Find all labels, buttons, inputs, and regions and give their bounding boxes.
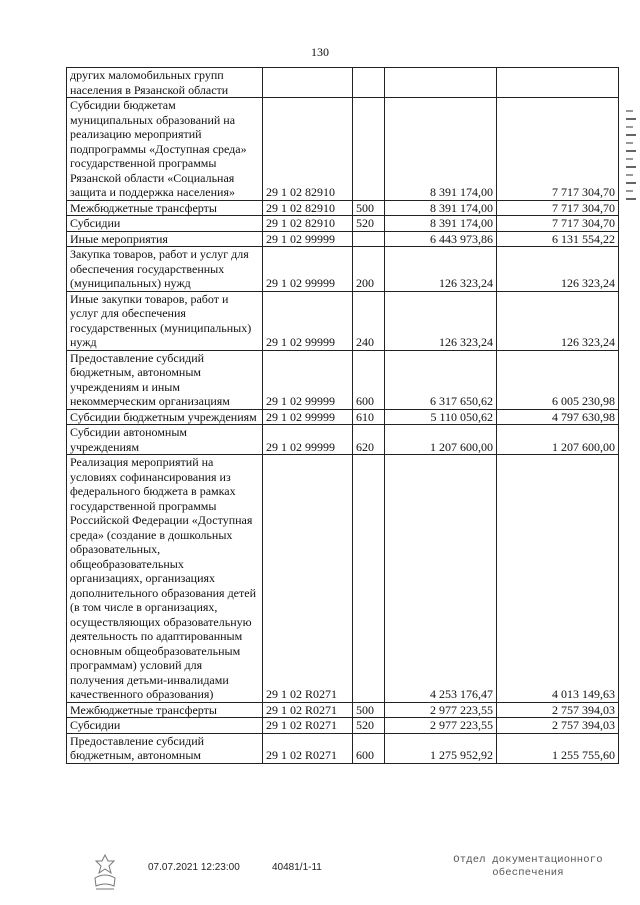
row-amount-2: 2 757 394,03 [497, 702, 619, 718]
table-row [67, 702, 619, 718]
row-target-code: 29 1 02 99999 [263, 291, 353, 350]
table-row [67, 350, 619, 409]
table-row [67, 216, 619, 232]
row-target-code: 29 1 02 99999 [263, 409, 353, 425]
row-amount-1: 6 317 650,62 [385, 350, 497, 409]
row-description: Субсидии [67, 718, 263, 734]
row-expense-type: 610 [353, 409, 385, 425]
row-description: Межбюджетные трансферты [67, 702, 263, 718]
row-expense-type [353, 68, 385, 98]
row-expense-type: 520 [353, 216, 385, 232]
row-amount-1: 126 323,24 [385, 247, 497, 292]
stamp-line-1: Отдел документационного [453, 854, 603, 866]
row-description: Субсидии [67, 216, 263, 232]
row-amount-1: 8 391 174,00 [385, 98, 497, 201]
row-description: Иные мероприятия [67, 231, 263, 247]
row-amount-1: 5 110 050,62 [385, 409, 497, 425]
department-stamp [438, 854, 618, 880]
table-row [67, 200, 619, 216]
row-amount-2: 7 717 304,70 [497, 98, 619, 201]
footer-date: 07.07.2021 12:23:00 [148, 862, 240, 873]
row-amount-2: 6 131 554,22 [497, 231, 619, 247]
row-target-code: 29 1 02 R0271 [263, 718, 353, 734]
table-row [67, 68, 619, 98]
row-expense-type: 620 [353, 425, 385, 455]
row-expense-type: 200 [353, 247, 385, 292]
row-amount-2: 7 717 304,70 [497, 200, 619, 216]
page-number: 130 [311, 45, 329, 59]
row-expense-type [353, 98, 385, 201]
table-row [67, 98, 619, 201]
table-row [67, 231, 619, 247]
row-target-code: 29 1 02 99999 [263, 350, 353, 409]
row-amount-1 [385, 68, 497, 98]
footer-doc-number: 40481/1-11 [272, 862, 322, 873]
row-target-code: 29 1 02 R0271 [263, 702, 353, 718]
row-amount-1: 4 253 176,47 [385, 455, 497, 703]
row-description: Субсидии автономным учреждениям [67, 425, 263, 455]
row-amount-1: 1 207 600,00 [385, 425, 497, 455]
row-target-code: 29 1 02 R0271 [263, 733, 353, 763]
row-amount-2: 4 013 149,63 [497, 455, 619, 703]
row-amount-2: 1 207 600,00 [497, 425, 619, 455]
row-description: Субсидии бюджетным учреждениям [67, 409, 263, 425]
row-description: Межбюджетные трансферты [67, 200, 263, 216]
table-row [67, 718, 619, 734]
row-amount-2: 126 323,24 [497, 247, 619, 292]
row-amount-2: 6 005 230,98 [497, 350, 619, 409]
row-target-code: 29 1 02 99999 [263, 231, 353, 247]
row-expense-type: 500 [353, 702, 385, 718]
table-row [67, 733, 619, 763]
scan-edge-marks [626, 110, 636, 220]
row-amount-1: 8 391 174,00 [385, 216, 497, 232]
table-row [67, 291, 619, 350]
row-target-code [263, 68, 353, 98]
row-expense-type: 520 [353, 718, 385, 734]
row-expense-type [353, 455, 385, 703]
seal-icon [90, 852, 120, 892]
row-amount-1: 1 275 952,92 [385, 733, 497, 763]
row-description: Закупка товаров, работ и услуг для обеспечения государственных (муниципальных) нужд [67, 247, 263, 292]
row-target-code: 29 1 02 82910 [263, 216, 353, 232]
row-expense-type: 600 [353, 350, 385, 409]
row-target-code: 29 1 02 R0271 [263, 455, 353, 703]
row-target-code: 29 1 02 82910 [263, 200, 353, 216]
row-expense-type: 240 [353, 291, 385, 350]
row-expense-type: 500 [353, 200, 385, 216]
row-description: Реализация мероприятий на условиях софинансирования из федерального бюджета в рамках государственной программы Российской Федерации «Доступная среда» (создание в дошкольных образовательных, общеобразовательных организациях, организациях дополнительного образования детей (в том числе в организациях, осуществляющих образовательную деятельность по адаптированным основным общеобразовательным программам) условий для получения детьми-инвалидами качественного образования) [67, 455, 263, 703]
table-row [67, 409, 619, 425]
row-description: других маломобильных групп населения в Рязанской области [67, 68, 263, 98]
row-amount-2: 1 255 755,60 [497, 733, 619, 763]
row-expense-type: 600 [353, 733, 385, 763]
row-amount-1: 2 977 223,55 [385, 702, 497, 718]
table-row [67, 455, 619, 703]
row-description: Субсидии бюджетам муниципальных образований на реализацию мероприятий подпрограммы «Доступная среда» государственной программы Рязанской области «Социальная защита и поддержка населения» [67, 98, 263, 201]
row-description: Иные закупки товаров, работ и услуг для обеспечения государственных (муниципальных) нужд [67, 291, 263, 350]
row-amount-1: 126 323,24 [385, 291, 497, 350]
table-body [67, 68, 619, 764]
row-amount-2: 126 323,24 [497, 291, 619, 350]
row-amount-1: 8 391 174,00 [385, 200, 497, 216]
row-target-code: 29 1 02 82910 [263, 98, 353, 201]
row-amount-2: 2 757 394,03 [497, 718, 619, 734]
table-row [67, 425, 619, 455]
row-amount-1: 6 443 973,86 [385, 231, 497, 247]
page-footer [0, 850, 640, 905]
row-amount-2 [497, 68, 619, 98]
row-amount-2: 4 797 630,98 [497, 409, 619, 425]
row-description: Предоставление субсидий бюджетным, автономным [67, 733, 263, 763]
row-description: Предоставление субсидий бюджетным, автономным учреждениям и иным некоммерческим организациям [67, 350, 263, 409]
row-expense-type [353, 231, 385, 247]
row-target-code: 29 1 02 99999 [263, 247, 353, 292]
budget-table [66, 67, 619, 764]
row-amount-1: 2 977 223,55 [385, 718, 497, 734]
table-row [67, 247, 619, 292]
row-amount-2: 7 717 304,70 [497, 216, 619, 232]
row-target-code: 29 1 02 99999 [263, 425, 353, 455]
stamp-line-2: обеспечения [492, 867, 564, 879]
